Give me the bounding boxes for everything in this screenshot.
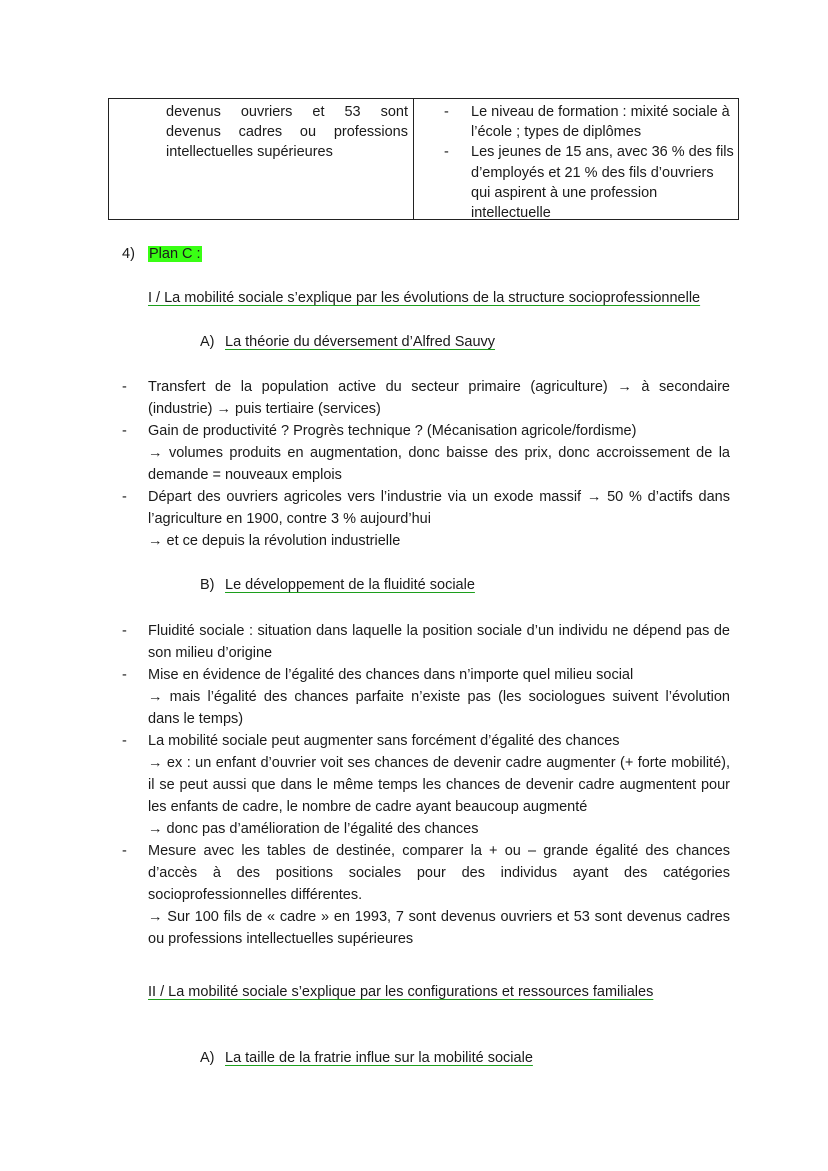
list-item: - Transfert de la population active du secteur primaire (agriculture) → à secondaire (industrie) → puis tertiaire (services) (122, 379, 730, 417)
list-item: - Les jeunes de 15 ans, avec 36 % des fils d’employés et 21 % des fils d’ouvriers qui aspirent à une profession intellectuelle (444, 144, 734, 222)
table-left-line: intellectuelles supérieures (166, 144, 333, 161)
list-item: - Départ des ouvriers agricoles vers l’industrie via un exode massif → 50 % d’actifs dans l’agriculture en 1900, contre 3 % aujourd’hui → et ce depuis la révolution industrielle (122, 489, 730, 549)
comparison-table (108, 98, 739, 220)
bullet-list (122, 620, 730, 950)
list-item: - Mesure avec les tables de destinée, comparer la + ou – grande égalité des chances d’accès à des positions sociales pour des individus ayant des catégories socioprofessionnelles différentes. → Sur 100 fils de « cadre » en 1993, 7 sont devenus ouvriers et 53 sont devenus cadres ou professions intellectuelles supérieures (122, 843, 730, 947)
subsection-heading: A) La taille de la fratrie influe sur la mobilité sociale (200, 1050, 533, 1066)
section-heading (122, 244, 202, 264)
list-item: - Fluidité sociale : situation dans laquelle la position sociale d’un individu ne dépend pas de son milieu d’origine (122, 623, 730, 661)
part-title: II / La mobilité sociale s’explique par les configurations et ressources familiales (148, 984, 654, 1000)
table-cell-left-text (166, 102, 408, 163)
list-item: - Gain de productivité ? Progrès technique ? (Mécanisation agricole/fordisme) → volumes produits en augmentation, donc baisse des prix, donc accroissement de la demande = nouveaux emplois (122, 423, 730, 483)
bullet-list (122, 376, 730, 552)
subsection-heading: A) La théorie du déversement d’Alfred Sauvy (200, 334, 496, 350)
list-item: - Le niveau de formation : mixité sociale à l’école ; types de diplômes (444, 104, 730, 141)
part-title: I / La mobilité sociale s’explique par les évolutions de la structure socioprofessionnelle (148, 290, 701, 306)
subsection-title: La taille de la fratrie influe sur la mobilité sociale (225, 1050, 533, 1066)
table-left-line: devenus ouvriers et 53 sont (166, 104, 408, 120)
subsection-heading: B) Le développement de la fluidité sociale (200, 577, 475, 593)
table-left-line: devenus cadres ou professions (166, 124, 408, 141)
table-cell-left (109, 99, 414, 219)
subsection-title: Le développement de la fluidité sociale (225, 577, 475, 593)
list-item: - Mise en évidence de l’égalité des chances dans n’importe quel milieu social → mais l’égalité des chances parfaite n’existe pas (les sociologues suivent l’évolution dans le temps) (122, 667, 730, 727)
section-title: Plan C : (149, 246, 201, 262)
list-item: - La mobilité sociale peut augmenter sans forcément d’égalité des chances → ex : un enfant d’ouvrier voit ses chances de devenir cadre augmenter (+ forte mobilité), il se peut aussi que dans le même temps les chances de devenir cadre augmentent pour les enfants de cadre, le nombre de cadre ayant beaucoup augmenté → donc pas d’amélioration de l’égalité des chances (122, 733, 730, 837)
table-right-list (444, 102, 736, 223)
section-number: 4) (122, 246, 135, 262)
table-cell-right (414, 99, 738, 222)
subsection-title: La théorie du déversement d’Alfred Sauvy (225, 334, 496, 350)
